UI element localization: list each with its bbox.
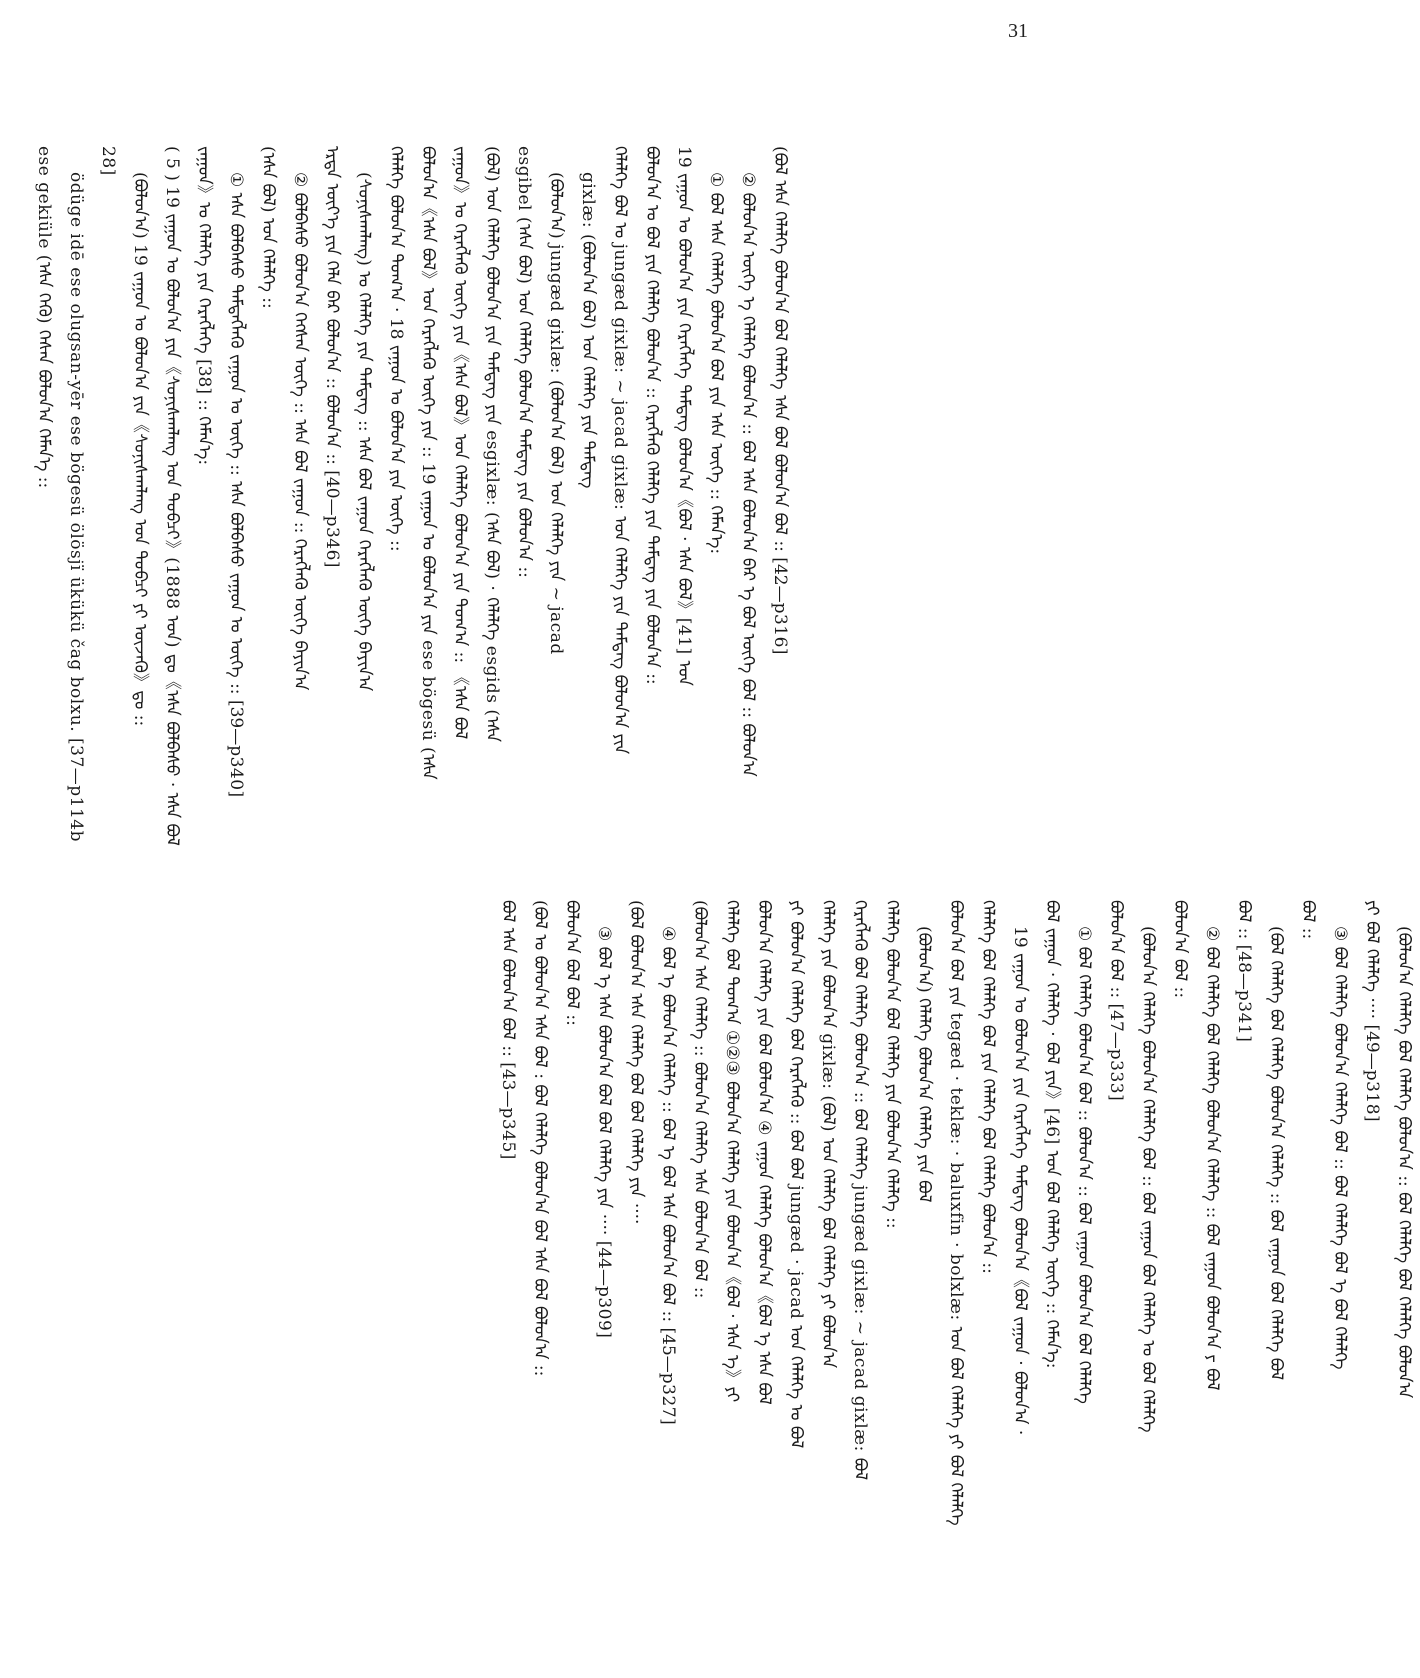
text-line: gixlæ: (ᠪᠣᠯᠤᠨ᠎ᠠ ᠪᠣᠯ) ᠤᠨ ᠬᠡᠯᠡᠯᠭᠡ ᠶᠢᠨ ᠲᠡᠮᠳᠡᠭ xyxy=(578,172,598,489)
text-line: ② ᠪᠣᠯᠤᠨ᠎ᠠ ᠦᠭᠡ ᠡ ᠬᠡᠯᠡᠯᠭᠡ ᠪᠣᠯᠤᠨ᠎ᠠ :: ᠪᠣᠯ ᠡᠰᠡ ᠪᠣᠯᠤᠨ᠎ᠠ ᠪᠡᠷ ᠡ ᠪᠣᠯ ᠦᠭᠡ ᠪᠣᠯ :: ᠪᠣᠯᠤᠨ᠎ᠠ xyxy=(738,172,758,777)
page-number: 31 xyxy=(1008,20,1028,42)
text-line: ᠪᠣᠯ :: [48—p341] xyxy=(1234,900,1254,1042)
text-line: (ᠪᠣᠯ) ᠤᠨ ᠬᠡᠯᠡᠯᠭᠡ ᠪᠣᠯᠤᠨ᠎ᠠ ᠶᠢᠨ ᠲᠡᠮᠳᠡᠭ ᠶᠢᠨ esgixlæ: (ᠡᠰᠡ ᠪᠣᠯ) · ᠬᠡᠯᠡᠯᠭᠡ esgids (ᠡᠰᠡ xyxy=(482,146,502,743)
text-line: ᠪᠣᠯᠤᠨ᠎ᠠ ᠬᠡᠯᠡᠯᠭᠡ ᠶᠢᠨ ᠪᠣᠯ ᠪᠣᠯᠤᠨ᠎ᠠ ④ ᠵᠠᠭᠤᠨ ᠬᠡᠯᠡᠯᠭᠡ ᠪᠣᠯᠤᠨ᠎ᠠ《ᠪᠣᠯ ᠡ ᠡᠰᠡ ᠪᠣᠯ xyxy=(754,900,774,1405)
text-line: ᠬᠡᠯᠡᠯᠭᠡ ᠪᠣᠯᠤᠨ᠎ᠠ ᠲᠣᠭ᠎ᠠ · 18 ᠵᠠᠭᠤᠨ ᠤ ᠪᠣᠯᠤᠨ᠎ᠠ ᠶᠢᠨ ᠦᠭᠡ :: xyxy=(386,146,406,552)
text-line: ᠬᠡᠯᠡᠯᠭᠡ ᠪᠣᠯ ᠬᠡᠯᠡᠯᠭᠡ ᠪᠣᠯ ᠶᠢᠨ ᠬᠡᠯᠡᠯᠭᠡ ᠪᠣᠯ ᠬᠡᠯᠡᠯᠭᠡ ᠪᠣᠯᠤᠨ᠎ᠠ :: xyxy=(978,900,998,1274)
text-line: (ᠪᠣᠯ ᠤ ᠪᠣᠯᠤᠨ᠎ᠠ ᠡᠰᠡ ᠪᠣᠯ : ᠪᠣᠯ ᠬᠡᠯᠡᠯᠭᠡ ᠪᠣᠯᠤᠨ᠎ᠠ ᠪᠣᠯ ᠡᠰᠡ ᠪᠣᠯ ᠪᠣᠯᠤᠨ᠎ᠠ :: xyxy=(530,900,550,1377)
text-line: (ᠪᠣᠯᠤᠨ᠎ᠠ ᠬᠡᠯᠡᠯᠭᠡ ᠪᠣᠯᠤᠨ᠎ᠠ ᠬᠡᠯᠡᠯᠭᠡ ᠪᠣᠯ :: ᠪᠣᠯ ᠵᠠᠭᠤᠨ ᠪᠣᠯ ᠬᠡᠯᠡᠯᠭᠡ ᠤ ᠪᠣᠯ ᠬᠡᠯᠡᠯᠭᠡ xyxy=(1138,926,1158,1433)
text-line: ᠡᠷᠲᠡ ᠦᠶ᠎ᠡ ᠶᠢᠨ ᠬᠡᠯᠡ ᠪᠡᠷ ᠪᠣᠯᠤᠨ᠎ᠠ :: ᠪᠣᠯᠤᠨ᠎ᠠ :: [40—p346] xyxy=(322,146,342,568)
text-line: ᠬᠡᠯᠡᠯᠭᠡ ᠶᠢᠨ ᠪᠣᠯᠤᠨ᠎ᠠ gixlæ: (ᠪᠣᠯ) ᠤᠨ ᠬᠡᠯᠡᠯᠭᠡ ᠪᠣᠯ ᠬᠡᠯᠡᠯᠭᠡ ᠶᠢ ᠪᠣᠯᠤᠨ᠎ᠠ xyxy=(818,900,838,1369)
text-line: ᠵᠠᠭᠤᠨ》ᠤ ᠬᠡᠷᠡᠭᠯᠡᠬᠦ ᠦᠭᠡ ᠶᠢᠨ《ᠡᠰᠡ ᠪᠣᠯ》ᠤᠨ ᠬᠡᠯᠡᠯᠭᠡ ᠪᠣᠯᠤᠨ᠎ᠠ ᠶᠢᠨ ᠲᠣᠭ᠎ᠠ :: 《ᠡᠰᠡ ᠪᠣᠯ xyxy=(450,146,470,740)
text-line: ᠪᠣᠯᠤᠨ᠎ᠠ ᠪᠣᠯ ᠪᠣᠯ :: xyxy=(562,900,582,1026)
text-line: ( 5 ) 19 ᠵᠠᠭᠤᠨ ᠤ ᠪᠣᠯᠤᠨ᠎ᠠ ᠶᠢᠨ《ᠰᠣᠨᠢᠰᠬᠠᠯᠠᠩ ᠤᠨ ᠲᠣᠪᠴᠢ》(1888 ᠣᠨ) ᠳᠤ《ᠡᠰᠡ ᠪᠣᠯᠪᠠᠰᠤ · ᠡᠰᠡ ᠪᠣᠯ xyxy=(162,146,182,846)
text-line: ᠪᠣᠯᠤᠨ᠎ᠠ ᠪᠣᠯ ᠶᠢᠨ tegæd · teklæ: · baluxfin · bolxlæ: ᠤᠨ ᠪᠣᠯ ᠬᠡᠯᠡᠯᠭᠡ ᠶᠢ ᠪᠣᠯ ᠬᠡᠯᠡᠯᠭᠡ xyxy=(946,900,966,1526)
text-line: ese gekiüle (ᠡᠰᠡ ᠭᠡᠬᠦ) ᠭᠡᠰᠡᠨ ᠪᠣᠯᠤᠨ᠎ᠠ ᠬᠡᠮᠡᠨ᠎ᠡ :: xyxy=(34,146,54,489)
text-line: ᠪᠣᠯᠤᠨ᠎ᠠ ᠪᠣᠯ :: xyxy=(1170,900,1190,999)
text-line: (ᠪᠣᠯᠤᠨ᠎ᠠ ᠡᠰᠡ ᠬᠡᠯᠡᠯᠭᠡ :: ᠪᠣᠯᠤᠨ᠎ᠠ ᠬᠡᠯᠡᠯᠭᠡ ᠡᠰᠡ ᠪᠣᠯᠤᠨ᠎ᠠ ᠪᠣᠯ :: xyxy=(690,900,710,1299)
text-line: esgibel (ᠡᠰᠡ ᠪᠣᠯ) ᠤᠨ ᠬᠡᠯᠡᠯᠭᠡ ᠪᠣᠯᠤᠨ᠎ᠠ ᠲᠡᠮᠳᠡᠭ ᠶᠢᠨ ᠪᠣᠯᠤᠨ᠎ᠠ :: xyxy=(514,146,534,578)
text-line: ᠪᠣᠯᠤᠨ᠎ᠠ《ᠡᠰᠡ ᠪᠣᠯ》ᠤᠨ ᠬᠡᠷᠡᠭᠯᠡᠬᠦ ᠦᠭᠡ ᠶᠢᠨ :: 19 ᠵᠠᠭᠤᠨ ᠤ ᠪᠣᠯᠤᠨ᠎ᠠ ᠶᠢᠨ ese bögesü (ᠡᠰᠡ xyxy=(418,146,438,780)
text-line: ᠪᠣᠯᠤᠨ᠎ᠠ ᠤ ᠪᠣᠯ ᠶᠢᠨ ᠬᠡᠯᠡᠯᠭᠡ ᠪᠣᠯᠤᠨ᠎ᠠ :: ᠬᠡᠷᠡᠭᠯᠡᠬᠦ ᠬᠡᠯᠡᠯᠭᠡ ᠶᠢᠨ ᠲᠡᠮᠳᠡᠭ ᠶᠢᠨ ᠪᠣᠯᠤᠨ᠎ᠠ :: xyxy=(642,146,662,685)
text-line: ① ᠡᠰᠡ ᠪᠣᠯᠪᠠᠰᠤ ᠲᠡᠮᠳᠡᠭᠯᠡᠬᠦ ᠵᠠᠭᠤᠨ ᠤ ᠦᠭᠡ :: ᠡᠰᠡ ᠪᠣᠯᠪᠠᠰᠤ ᠵᠠᠭᠤᠨ ᠤ ᠦᠭᠡ :: [39—p340] xyxy=(226,172,246,798)
text-line: 19 ᠵᠠᠭᠤᠨ ᠤ ᠪᠣᠯᠤᠨ᠎ᠠ ᠶᠢᠨ ᠬᠡᠷᠡᠭᠯᠡᠭᠡ ᠲᠡᠮᠳᠡᠭ ᠪᠣᠯᠤᠨ᠎ᠠ《ᠪᠣᠯ ᠵᠠᠭᠤᠨ · ᠪᠣᠯᠤᠨ᠎ᠠ · xyxy=(1010,926,1030,1436)
text-line: ③ ᠪᠣᠯ ᠡ ᠡᠰᠡ ᠪᠣᠯᠤᠨ᠎ᠠ ᠪᠣᠯ ᠪᠣᠯ ᠬᠡᠯᠡᠯᠭᠡ ᠶᠢᠨ ···· [44—p309] xyxy=(594,926,614,1338)
right-text-column xyxy=(492,900,1420,1660)
text-line: ᠪᠣᠯ ᠡᠰᠡ ᠪᠣᠯᠤᠨ᠎ᠠ ᠪᠣᠯ :: [43—p345] xyxy=(498,900,518,1160)
text-line: ᠬᠡᠯᠡᠯᠭᠡ ᠪᠣᠯᠤᠨ᠎ᠠ ᠪᠣᠯ ᠬᠡᠯᠡᠯᠭᠡ ᠶᠢᠨ ᠪᠣᠯᠤᠨ᠎ᠠ ᠬᠡᠯᠡᠯᠭᠡ :: xyxy=(882,900,902,1229)
text-line: ödüge idē ese olugsan-yēr ese bögesü ölösjï ükükü čag bolxu. [37—p114b xyxy=(66,172,86,842)
text-line: (ᠰᠣᠨᠢᠰᠬᠠᠯᠠᠩ) ᠤ ᠬᠡᠯᠡᠯᠭᠡ ᠶᠢᠨ ᠲᠡᠮᠳᠡᠭ :: ᠡᠰᠡ ᠪᠣᠯ ᠵᠠᠭᠤᠨ ᠬᠡᠷᠡᠭᠯᠡᠬᠦ ᠦᠭᠡ ᠪᠠᠶᠢᠨ᠎ᠠ xyxy=(354,172,374,692)
text-line: ᠬᠡᠯᠡᠯᠭᠡ ᠪᠣᠯ ᠲᠣᠭ᠎ᠠ ①②③ ᠪᠣᠯᠤᠨ᠎ᠠ ᠬᠡᠯᠡᠯᠭᠡ ᠶᠢᠨ ᠪᠣᠯᠤᠨ᠎ᠠ《ᠪᠣᠯ · ᠡᠰᠡ ᠡ》ᠶᠢ xyxy=(722,900,742,1403)
text-line: 19 ᠵᠠᠭᠤᠨ ᠤ ᠪᠣᠯᠤᠨ᠎ᠠ ᠶᠢᠨ ᠬᠡᠷᠡᠭᠯᠡᠭᠡ ᠲᠡᠮᠳᠡᠭ ᠪᠣᠯᠤᠨ᠎ᠠ《ᠪᠣᠯ · ᠡᠰᠡ ᠪᠣᠯ》[41] ᠤᠨ xyxy=(674,146,694,686)
text-line: ① ᠪᠣᠯ ᠡᠰᠡ ᠬᠡᠯᠡᠯᠭᠡ ᠪᠣᠯᠤᠨ᠎ᠠ ᠪᠣᠯ ᠶᠢᠨ ᠡᠰᠡ ᠦᠭᠡ :: ᠬᠡᠮᠡᠨ᠎ᠡ: xyxy=(706,172,726,555)
text-line: (ᠪᠣᠯ ᠡᠰᠡ ᠬᠡᠯᠡᠯᠭᠡ ᠪᠣᠯᠤᠨ᠎ᠠ ᠪᠣᠯ ᠬᠡᠯᠡᠯᠭᠡ ᠡᠰᠡ ᠪᠣᠯ ᠪᠣᠯᠤᠨ᠎ᠠ ᠪᠣᠯ :: [42—p316] xyxy=(770,146,790,655)
text-line: ᠪᠣᠯ :: xyxy=(1298,900,1318,940)
text-line: (ᠪᠣᠯ ᠪᠣᠯᠤᠨ᠎ᠠ ᠡᠰᠡ ᠬᠡᠯᠡᠯᠭᠡ ᠪᠣᠯ ᠪᠣᠯ ᠬᠡᠯᠡᠯᠭᠡ ᠶᠢᠨ ···· xyxy=(626,900,646,1225)
text-line: (ᠪᠣᠯᠤᠨ᠎ᠠ ᠬᠡᠯᠡᠯᠭᠡ ᠪᠣᠯ ᠬᠡᠯᠡᠯᠭᠡ ᠪᠣᠯᠤᠨ᠎ᠠ :: ᠪᠣᠯ ᠬᠡᠯᠡᠯᠭᠡ ᠪᠣᠯ ᠬᠡᠯᠡᠯᠭᠡ ᠪᠣᠯᠤᠨ᠎ᠠ xyxy=(1394,926,1414,1399)
text-line: ᠶᠢ ᠪᠣᠯ ᠬᠡᠯᠡᠯᠭᠡ ···· [49—p318] xyxy=(1362,900,1382,1122)
text-line: 28] xyxy=(98,146,118,176)
text-line: (ᠪᠣᠯᠤᠨ᠎ᠠ) jungæd gixlæ: (ᠪᠣᠯᠤᠨ᠎ᠠ ᠪᠣᠯ) ᠤᠨ ᠬᠡᠯᠡᠯᠭᠡ ᠶᠢᠨ ~ jacad xyxy=(546,172,566,655)
text-line: ④ ᠪᠣᠯ ᠡ ᠪᠣᠯᠤᠨ᠎ᠠ ᠬᠡᠯᠡᠯᠭᠡ :: ᠪᠣᠯ ᠡ ᠪᠣᠯ ᠡᠰᠡ ᠪᠣᠯᠤᠨ᠎ᠠ ᠪᠣᠯ :: [45—p327] xyxy=(658,926,678,1425)
text-line: (ᠡᠰᠡ ᠪᠣᠯ) ᠤᠨ ᠬᠡᠯᠡᠯᠭᠡ :: xyxy=(258,146,278,309)
text-line: ③ ᠪᠣᠯ ᠬᠡᠯᠡᠯᠭᠡ ᠪᠣᠯᠤᠨ᠎ᠠ ᠬᠡᠯᠡᠯᠭᠡ ᠪᠣᠯ :: ᠪᠣᠯ ᠬᠡᠯᠡᠯᠭᠡ ᠪᠣᠯ ᠡ ᠪᠣᠯ ᠬᠡᠯᠡᠯᠭᠡ xyxy=(1330,926,1350,1370)
text-line: (ᠪᠣᠯᠤᠨ᠎ᠠ) 19 ᠵᠠᠭᠤᠨ ᠤ ᠪᠣᠯᠤᠨ᠎ᠠ ᠶᠢᠨ《ᠰᠣᠨᠢᠰᠬᠠᠯᠠᠩ ᠤᠨ ᠲᠣᠪᠴᠢ ᠶᠢ ᠦᠵᠡᠬᠦ》ᠳᠤ :: xyxy=(130,172,150,727)
text-line: (ᠪᠣᠯ ᠬᠡᠯᠡᠯᠭᠡ ᠪᠣᠯ ᠬᠡᠯᠡᠯᠭᠡ ᠪᠣᠯᠤᠨ᠎ᠠ ᠬᠡᠯᠡᠯᠭᠡ :: ᠪᠣᠯ ᠵᠠᠭᠤᠨ ᠪᠣᠯ ᠬᠡᠯᠡᠯᠭᠡ ᠪᠣᠯ xyxy=(1266,926,1286,1381)
text-line: (ᠪᠣᠯᠤᠨ᠎ᠠ) ᠬᠡᠯᠡᠯᠭᠡ ᠪᠣᠯᠤᠨ᠎ᠠ ᠬᠡᠯᠡᠯᠭᠡ ᠶᠢᠨ ᠪᠣᠯ xyxy=(914,926,934,1203)
text-line: ② ᠪᠣᠯ ᠬᠡᠯᠡᠯᠭᠡ ᠪᠣᠯ ᠬᠡᠯᠡᠯᠭᠡ ᠪᠣᠯᠤᠨ᠎ᠠ ᠬᠡᠯᠡᠯᠭᠡ :: ᠪᠣᠯ ᠵᠠᠭᠤᠨ ᠪᠣᠯᠤᠨ᠎ᠠ ᠶ ᠪᠣᠯ xyxy=(1202,926,1222,1391)
text-line: ᠶᠢ ᠪᠣᠯᠤᠨ᠎ᠠ ᠬᠡᠯᠡᠯᠭᠡ ᠪᠣᠯ ᠬᠡᠷᠡᠭᠯᠡᠬᠦ :: ᠪᠣᠯ ᠪᠣᠯ jungæd · jacad ᠤᠨ ᠬᠡᠯᠡᠯᠭᠡ ᠤ ᠪᠣᠯ xyxy=(786,900,806,1449)
text-line: ᠪᠣᠯ ᠵᠠᠭᠤᠨ · ᠬᠡᠯᠡᠯᠭᠡ · ᠪᠣᠯ ᠶᠢᠨ》[46] ᠤᠨ ᠪᠣᠯ ᠬᠡᠯᠡᠯᠭᠡ ᠦᠭᠡ :: ᠬᠡᠮᠡᠨ᠎ᠡ: xyxy=(1042,900,1062,1369)
text-line: ᠬᠡᠯᠡᠯᠭᠡ ᠪᠣᠯ ᠤ jungæd gixlæ: ~ jacad gixlæ: ᠤᠨ ᠬᠡᠯᠡᠯᠭᠡ ᠶᠢᠨ ᠲᠡᠮᠳᠡᠭ ᠪᠣᠯᠤᠨ᠎ᠠ ᠶᠢᠨ xyxy=(610,146,630,755)
text-line: ᠬᠡᠷᠡᠭᠯᠡᠬᠦ ᠪᠣᠯ ᠬᠡᠯᠡᠯᠭᠡ ᠪᠣᠯᠤᠨ᠎ᠠ :: ᠪᠣᠯ ᠬᠡᠯᠡᠯᠭᠡ jungæd gixlæ: ~ jacad gixlæ: ᠪᠣᠯ xyxy=(850,900,870,1481)
text-line: ᠵᠠᠭᠤᠨ》ᠤ ᠬᠡᠯᠡᠯᠭᠡ ᠶᠢᠨ ᠬᠡᠷᠡᠭᠯᠡᠭᠡ [38] :: ᠬᠡᠮᠡᠨ᠎ᠡ: xyxy=(194,146,214,466)
text-line: ② ᠪᠣᠯᠪᠠᠰᠤ ᠪᠣᠯᠤᠨ᠎ᠠ ᠭᠡᠭᠰᠡᠨ ᠦᠭᠡ :: ᠡᠰᠡ ᠪᠣᠯ ᠵᠠᠭᠤᠨ :: ᠬᠡᠷᠡᠭᠯᠡᠬᠦ ᠦᠭᠡ ᠪᠠᠶᠢᠨ᠎ᠠ xyxy=(290,172,310,691)
text-line: ① ᠪᠣᠯ ᠬᠡᠯᠡᠯᠭᠡ ᠪᠣᠯᠤᠨ᠎ᠠ ᠪᠣᠯ :: ᠪᠣᠯᠤᠨ᠎ᠠ :: ᠪᠣᠯ ᠵᠠᠭᠤᠨ ᠪᠣᠯᠤᠨ᠎ᠠ ᠪᠣᠯ ᠬᠡᠯᠡᠯᠭᠡ xyxy=(1074,926,1094,1404)
text-line: ᠪᠣᠯᠤᠨ᠎ᠠ ᠪᠣᠯ :: [47—p333] xyxy=(1106,900,1126,1101)
